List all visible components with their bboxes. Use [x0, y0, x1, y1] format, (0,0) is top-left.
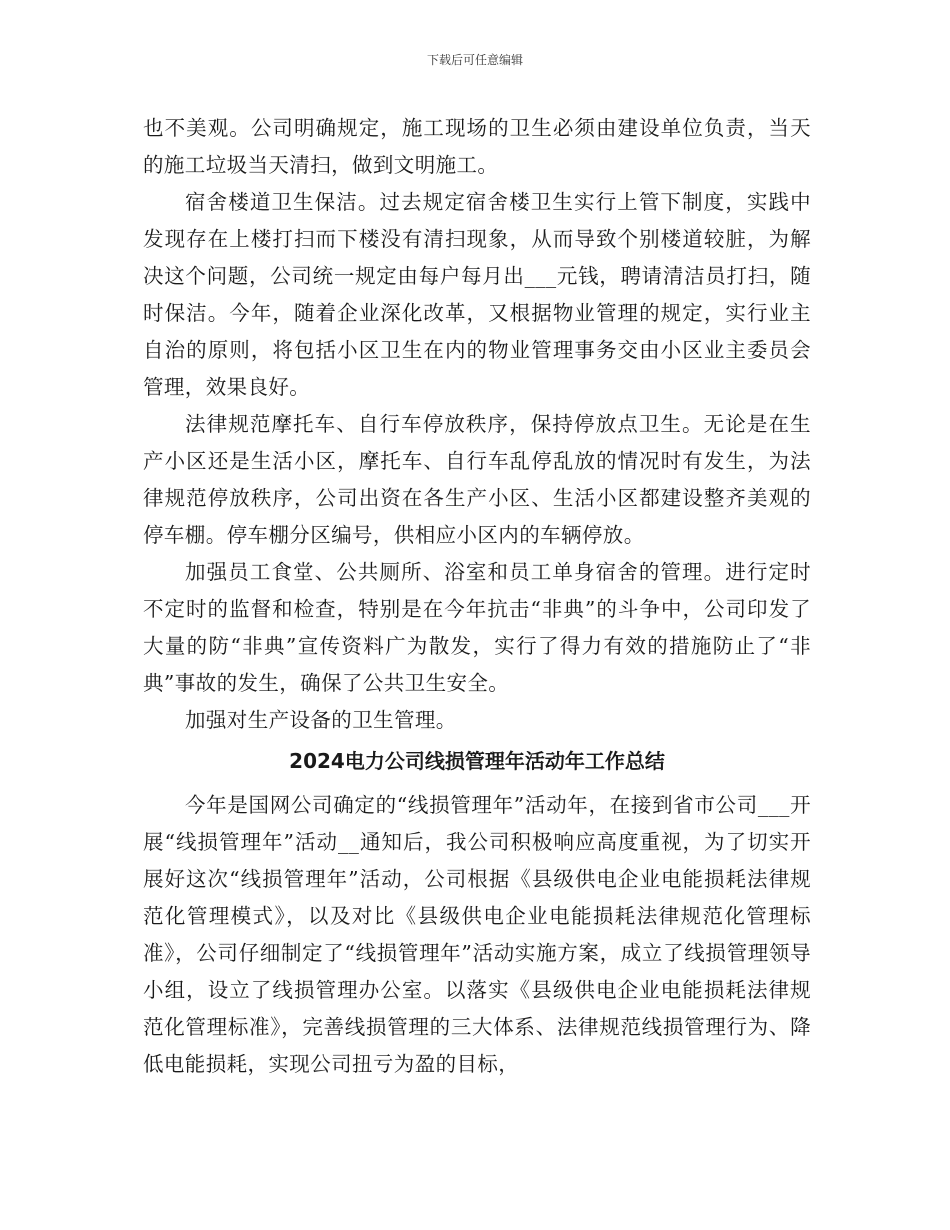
paragraph-1: 也不美观。公司明确规定，施工现场的卫生必须由建设单位负责，当天的施工垃圾当天清扫，做到文明施工。: [143, 116, 811, 177]
paragraph-3: 法律规范摩托车、自行车停放秩序，保持停放点卫生。无论是在生产小区还是生活小区，摩托车、自行车乱停乱放的情况时有发生，为法律规范停放秩序，公司出资在各生产小区、生活小区都建设整齐美观的停车棚。停车棚分区编号，供相应小区内的车辆停放。: [143, 412, 811, 547]
section-title: 2024电力公司线损管理年活动年工作总结: [289, 749, 665, 773]
page-header: 下载后可任意编辑: [426, 53, 523, 67]
paragraph-2: 宿舍楼道卫生保洁。过去规定宿舍楼卫生实行上管下制度，实践中发现存在上楼打扫而下楼没有清扫现象，从而导致个别楼道较脏，为解决这个问题，公司统一规定由每户每月出___元钱，聘请清洁员打扫，随时保洁。今年，随着企业深化改革，又根据物业管理的规定，实行业主自治的原则，将包括小区卫生在内的物业管理事务交由小区业主委员会管理，效果良好。: [143, 190, 811, 399]
paragraph-4: 加强员工食堂、公共厕所、浴室和员工单身宿舍的管理。进行定时不定时的监督和检查，特别是在今年抗击“非典”的斗争中，公司印发了大量的防“非典”宣传资料广为散发，实行了得力有效的措施防止了“非典”事故的发生，确保了公共卫生安全。: [143, 560, 811, 695]
paragraph-6: 今年是国网公司确定的“线损管理年”活动年，在接到省市公司___开展“线损管理年”活动__通知后，我公司积极响应高度重视，为了切实开展好这次“线损管理年”活动，公司根据《县级供电企业电能损耗法律规范化管理模式》，以及对比《县级供电企业电能损耗法律规范化管理标准》，公司仔细制定了“线损管理年”活动实施方案，成立了线损管理领导小组，设立了线损管理办公室。以落实《县级供电企业电能损耗法律规范化管理标准》，完善线损管理的三大体系、法律规范线损管理行为、降低电能损耗，实现公司扭亏为盈的目标，: [143, 793, 811, 1076]
document-body: [143, 110, 811, 1083]
paragraph-5: 加强对生产设备的卫生管理。: [185, 708, 457, 732]
